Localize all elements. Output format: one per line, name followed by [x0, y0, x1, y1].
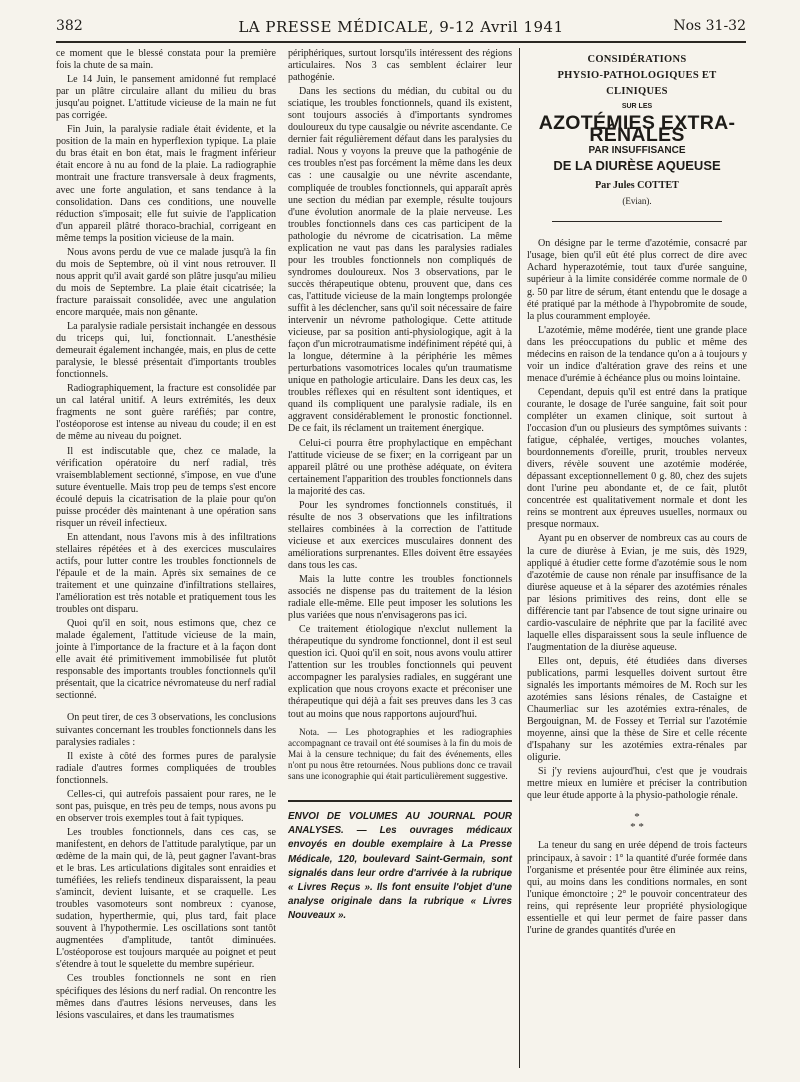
- paragraph: La teneur du sang en urée dépend de trois facteurs principaux, à savoir : 1° la quantité d'urée formée dans l'organisme et présentée pour être éliminée aux reins, qui, au moins dans les conditions normales, en sont l'unique émonctoire ; 2° le pouvoir concentrateur des reins, qui représente leur propriété physiologique essentielle et qui leur permet de faire passer dans l'urine de grandes quantités d'urée en: [527, 840, 747, 936]
- page-number: 382: [56, 18, 83, 34]
- paragraph: Dans les sections du médian, du cubital ou du sciatique, les troubles fonctionnels, quand ils existent, sont toujours associés à d'importants syndromes douloureux du type causalgie ou névrite ascendante. Ce dernier fait régulièrement défaut dans les paralysies du radial. Nous y voyons la preuve que la pathogénie de ces troubles n'est pas forcément la même dans les deux cas : une causalgie ou une névrite ascendante, compliquée de troubles fonctionnels, qui apparaît après une section du médian par exemple, résulte toujours d'une évolution anormale de la plaie nerveuse. Les troubles fonctionnels dans ces cas participent de la pathologie du névrome de cicatrisation. La même explication ne vaut pas dans les paralysies radiales pour les troubles fonctionnels non compliqués de syndromes douloureux. Nos 3 observations, par le succès thérapeutique obtenu, prouvent que, dans ces cas, l'attitude vicieuse de la main longtemps prolongée suffit à les déclencher, sans qu'il soit nécessaire de faire intervenir un névrome pathologique. Cette attitude vicieuse, par sa position anti-physiologique, agit à la façon d'un microtraumatisme indéfiniment répété qui, à la longue, détermine à la périphérie les mêmes perturbations vasomotrices locales qu'un traumatisme unique en pathologie articulaire. Dans les deux cas, les troubles réflexes qui en résultent sont identiques, et quand ils compliquent une paralysie radiale, ils en aggravent considérablement le pronostic fonctionnel. De ce fait, ils réclament un traitement énergique.: [288, 86, 512, 435]
- heading-separator: [552, 221, 722, 222]
- paragraph: Celui-ci pourra être prophylactique en empêchant l'attitude vicieuse de se fixer; en la corrigeant par un appareil plâtré ou une prothèse adéquate, on évitera certainement l'apparition des troubles fonctionnels dans la majorité des cas.: [288, 437, 512, 497]
- paragraph: En attendant, nous l'avons mis à des infiltrations stellaires répétées et à des exercices musculaires actifs, pour lutter contre les troubles fonctionnels de l'épaule et de la main. Après six semaines de ce traitement et une quinzaine d'infiltrations stellaires, l'amélioration est très notable et pratiquement tous les troubles ont disparu.: [56, 531, 276, 616]
- paragraph: Radiographiquement, la fracture est consolidée par un cal latéral unitif. A leurs extrémités, les deux fragments ne sont guère raréfiés; par contre, l'ostéoporose est intense au niveau du coude; il en est de même au niveau du poignet.: [56, 383, 276, 443]
- heading-de-la-diurese: DE LA DIURÈSE AQUEUSE: [553, 158, 721, 174]
- paragraph: Celles-ci, qui autrefois passaient pour rares, ne le sont pas, puisque, en très peu de temps, nous avons pu en observer trois exemples tout à fait typiques.: [56, 788, 276, 824]
- column-2: [288, 48, 512, 924]
- envoi-body: Les ouvrages médicaux envoyés en double exemplaire à La Presse Médicale, 120, boulevard Saint-Germain, sont signalés dans leur ordre d'arrivée à la rubrique « Livres Reçus ». Ils font ensuite l'objet d'une analyse originale dans la rubrique « Livres Nouveaux ».: [288, 825, 512, 922]
- heading-par-insuffisance: PAR INSUFFISANCE: [588, 145, 686, 157]
- paragraph: Quoi qu'il en soit, nous estimons que, chez ce malade également, l'attitude vicieuse de la main, jointe à l'importance de la fracture et à la façon dont elle avait été primitivement immobilisée fut plutôt responsable des importants troubles fonctionnels qu'il présentait, que la cicatrice névromateuse du nerf radial sectionné.: [56, 618, 276, 702]
- heading-line-2: PHYSIO-PATHOLOGIQUES ET CLINIQUES: [557, 70, 717, 97]
- paragraph: Ces troubles fonctionnels ne sont en rien spécifiques des lésions du nerf radial. On rencontre les mêmes dans d'autres lésions nerveuses, dans les lésions vasculaires, et dans les traumatismes: [56, 973, 276, 1021]
- paragraph: Le 14 Juin, le pansement amidonné fut remplacé par un plâtre circulaire allant du milieu du bras jusqu'au poignet. L'attitude vicieuse de la main ne fut pas corrigée.: [56, 74, 276, 122]
- paragraph: Mais la lutte contre les troubles fonctionnels associés ne dispense pas du traitement de la lésion radiale elle-même. Elle peut imposer les solutions les plus variées que nous n'envisagerons pas ici.: [288, 574, 512, 622]
- paragraph: Cependant, depuis qu'il est entré dans la pratique courante, le dosage de l'urée sanguine, fait soit pour compléter un examen clinique, soit surtout à l'occasion d'un ou plusieurs des symptômes suivants : fatigue, céphalée, vertiges, mouches volantes, bourdonnements d'oreille, prurit, troubles nerveux divers, révèle souvent une azotémie modérée, dépassant exceptionnellement 0 g. 80, chez des sujets dont l'urine peu abondante et, de ce fait, plutôt concentrée est qualitativement normale et dont les reins se montrent aux épreuves usuelles, normaux ou presque normaux.: [527, 386, 747, 531]
- paragraph: Il existe à côté des formes pures de paralysie radiale d'autres formes compliquées de troubles fonctionnels.: [56, 750, 276, 786]
- envoi-notice: [288, 800, 512, 924]
- header-rule: [56, 41, 746, 43]
- article-author: Par Jules COTTET: [595, 180, 679, 192]
- heading-sur-les: SUR LES: [621, 103, 653, 110]
- paragraph: Ayant pu en observer de nombreux cas au cours de la cure de diurèse à Evian, je me suis, dès 1929, appliqué à étudier cette forme d'azotémie sous le nom d'azotémie de cause non rénale par insuffisance de la diurèse aqueuse et à la séparer des azotémies rénales par lésions primitives des reins, dont elle se différencie tant par l'absence de tout signe urinaire ou cardio-vasculaire de néphrite que par la facilité avec laquelle elles disparaissent sous la seule influence de l'augmentation de la diurèse aqueuse.: [527, 533, 747, 653]
- column-3: [527, 52, 747, 939]
- paragraph: Il est indiscutable que, chez ce malade, la vérification opératoire du nerf radial, très vraisemblablement sectionné, s'impose, en vue d'une suture éventuelle. Mais trop peu de temps s'est encore écoulé depuis la cicatrisation de la plaie pour qu'on puisse procéder dès maintenant à une opération sans risquer un réveil infectieux.: [56, 445, 276, 529]
- paragraph: On désigne par le terme d'azotémie, consacré par l'usage, bien qu'il eût été plus correct de dire avec Achard hyperazotémie, tout taux d'urée sanguine, supérieur à la limite considérée comme normale de 0 g. 50 par litre de sérum, étant entendu que le dosage a été pratiqué par la méthode à l'hypobromite de soude, la plus couramment employée.: [527, 238, 747, 322]
- article-title: AZOTÉMIES EXTRA-RÉNALES: [538, 112, 736, 147]
- paragraph: périphériques, surtout lorsqu'ils intéressent des régions articulaires. Nos 3 cas semblent éclairer leur pathogénie.: [288, 48, 512, 84]
- column-1: [56, 48, 276, 1024]
- paragraph: Ce traitement étiologique n'exclut nullement la thérapeutique du syndrome fonctionnel, dont il est seul question ici. Quoi qu'il en soit, nous avons voulu attirer l'attention sur les troubles fonctionnels qui peuvent accompagner les paralysies radiales, en suggérant une explication que nous croyons exacte et préconiser une thérapeutique qui déjà a fait ses preuves dans les 3 cas tout au moins que nous rapportons aujourd'hui.: [288, 624, 512, 720]
- envoi-title: ENVOI DE VOLUMES AU JOURNAL POUR ANALYSES. —: [288, 811, 512, 837]
- heading-line-1: CONSIDÉRATIONS: [587, 54, 687, 65]
- paragraph: Fin Juin, la paralysie radiale était évidente, et la position de la main en hyperflexion typique. La plaie du bras était en bon état, mais le fragment inférieur était encore à nu au fond de la plaie. La radiographie montrait une fracture transversale à deux fragments, avec une forte angulation, et sans tendance à la consolidation. Dans ces conditions, une nouvelle réduction s'imposait; elle fut suivie de l'application d'un appareil plâtré thoraco-brachial, corrigeant en même temps la position vicieuse de la main.: [56, 124, 276, 244]
- paragraph: Nous avons perdu de vue ce malade jusqu'à la fin du mois de Septembre, où il vint nous retrouver. Il nous apprit qu'il avait gardé son plâtre jusqu'au milieu du mois de Septembre. La plaie était cicatrisée; la fracture paraissait consolidée, avec une angulation encore marquée, mais non gênante.: [56, 246, 276, 318]
- page-header: [56, 18, 746, 40]
- article-heading: [527, 52, 747, 222]
- issue-number: Nos 31-32: [673, 18, 746, 34]
- paragraph: La paralysie radiale persistait inchangée en dessous du triceps qui, lui, fonctionnait. L'anesthésie demeurait également inchangée, mais, en plus de cette paralysie, le blessé présentait d'importants troubles fonctionnels.: [56, 321, 276, 381]
- paragraph: On peut tirer, de ces 3 observations, les conclusions suivantes concernant les troubles fonctionnels dans les paralysies radiales :: [56, 712, 276, 748]
- paragraph: Elles ont, depuis, été étudiées dans diverses publications, parmi lesquelles doivent surtout être signalés les importants mémoires de M. Roch sur les azotémies sans lésions rénales, de Castaigne et Chaumerliac sur les azotémies extra-rénales, de Bergouignan, M. de Fossey et Terrial sur l'azotémie moyenne, ainsi que la thèse de Sire et celle récente d'Ispahany sur les azotémies extra-rénales par oligurie.: [527, 655, 747, 764]
- section-stars: * * *: [630, 811, 644, 834]
- paragraph: ce moment que le blessé constata pour la première fois la chute de sa main.: [56, 48, 276, 72]
- paragraph: L'azotémie, même modérée, tient une grande place dans les préoccupations du public et même des médecins en raison de la tendance qu'on a à toujours y voir un indice d'altération grave des reins et une menace d'urémie à échéance plus ou moins lointaine.: [527, 324, 747, 384]
- paragraph: Pour les syndromes fonctionnels constitués, il résulte de nos 3 observations que les infiltrations stellaires combinées à la correction de l'attitude vicieuse et aux exercices musculaires donnent des améliorations surprenantes. Elles doivent être essayées dans tous les cas.: [288, 499, 512, 571]
- paragraph: Les troubles fonctionnels, dans ces cas, se manifestent, en dehors de l'attitude paralytique, par un œdème de la main qui, de là, peut gagner l'avant-bras et le bras. Les articulations digitales sont enraidies et tuméfiées, les reliefs tendineux disparaissent, la peau s'amincit, devient luisante, et se craquelle. Les troubles vasomoteurs sont nombreux : cyanose, sudation, hyperthermie, qui, plus tard, fait place souvent à l'hypothermie. Les oscillations sont tantôt augmentées d'amplitude, tantôt diminuées. L'ostéoporose est toujours marquée au poignet et peut s'étendre à tout le squelette du membre supérieur.: [56, 826, 276, 971]
- column-rule-right: [519, 48, 520, 1068]
- paragraph: Si j'y reviens aujourd'hui, c'est que je voudrais mettre mieux en lumière et préciser la contribution que leur étude apporte à la physio-pathologie rénale.: [527, 766, 747, 802]
- journal-title: LA PRESSE MÉDICALE, 9-12 Avril 1941: [238, 18, 564, 36]
- nota-paragraph: Nota. — Les photographies et les radiographies accompagnant ce travail ont été soumises à la fin du mois de Mai à la censure technique; du fait des événements, elles n'ont pu nous être retournées. Nous publions donc ce travail sans une iconographie qui était particulièrement suggestive.: [288, 726, 512, 781]
- author-location: (Evian).: [622, 196, 652, 207]
